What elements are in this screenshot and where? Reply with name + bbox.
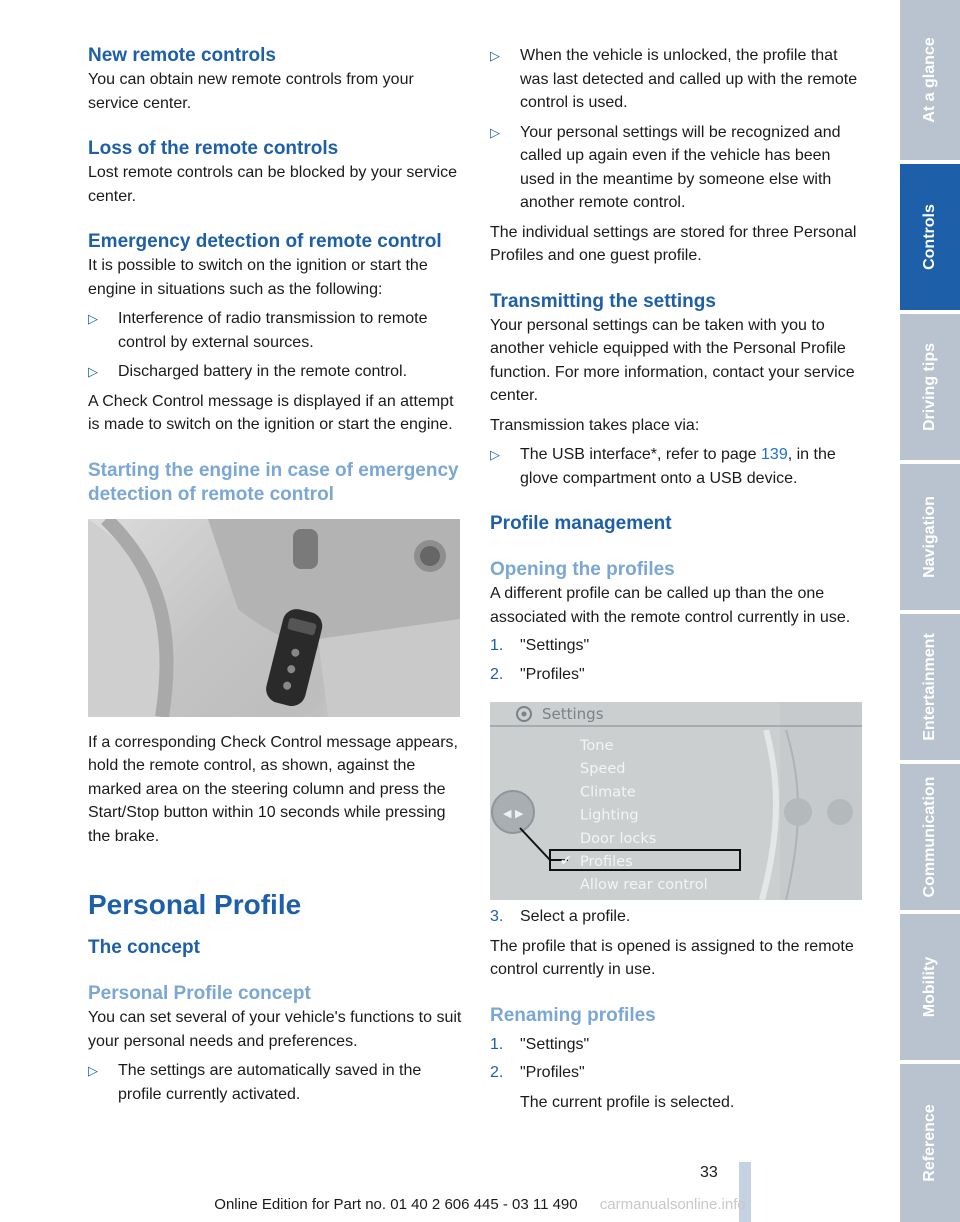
menu-item-speed[interactable]: Speed — [580, 761, 626, 778]
page-number-bar — [739, 1162, 751, 1222]
emergency-heading: Emergency detection of remote control — [88, 231, 442, 252]
tab-reference[interactable]: Reference — [900, 1064, 960, 1222]
recognized-bullet: ▷ Your personal settings will be recognized and called up again even if the vehicle has been used in the meantime by someone else with another remote control. — [490, 121, 862, 215]
renaming-step-2: 2. "Profiles" — [490, 1064, 585, 1081]
screen-title: Settings — [542, 705, 604, 723]
starting-text: If a corresponding Check Control message appears, hold the remote control, as shown, against the marked area on the steering column and press the Start/Stop button within 10 seconds while pressing the brake. — [88, 733, 458, 845]
triangle-bullet-icon: ▷ — [490, 48, 500, 63]
new-remote-text: You can obtain new remote controls from your service center. — [88, 71, 414, 112]
tab-navigation[interactable]: Navigation — [900, 464, 960, 610]
opening-step-1: 1. "Settings" — [490, 637, 590, 654]
menu-item-lighting[interactable]: Lighting — [580, 807, 639, 824]
tab-at-a-glance[interactable]: At a glance — [900, 0, 960, 160]
profile-concept-bullet: ▷ The settings are automatically saved in the profile currently activated. — [88, 1059, 462, 1106]
emergency-note: A Check Control message is displayed if an attempt is made to switch on the ignition or start the engine. — [88, 392, 454, 433]
transmission-via: Transmission takes place via: — [490, 416, 700, 434]
menu-item-climate[interactable]: Climate — [580, 784, 636, 801]
triangle-bullet-icon: ▷ — [490, 447, 500, 462]
emergency-bullet-1: ▷ Interference of radio transmission to remote control by external sources. — [88, 307, 462, 354]
steering-column-photo — [88, 519, 460, 717]
usb-bullet: ▷ The USB interface*, refer to page 139, in the glove compartment onto a USB device. — [490, 443, 862, 490]
profile-concept-subheading: Personal Profile concept — [88, 983, 311, 1004]
left-column — [88, 44, 462, 1106]
concept-heading: The concept — [88, 937, 200, 958]
personal-profile-title: Personal Profile — [88, 889, 302, 920]
loss-heading: Loss of the remote controls — [88, 138, 339, 159]
svg-text:◀ ▶: ◀ ▶ — [503, 807, 524, 820]
renaming-step-1: 1. "Settings" — [490, 1035, 590, 1053]
opening-step-2: 2. "Profiles" — [490, 665, 585, 683]
menu-item-profiles[interactable]: Profiles — [580, 854, 633, 870]
triangle-bullet-icon: ▷ — [490, 124, 500, 140]
emergency-bullet-2: ▷ Discharged battery in the remote control. — [88, 360, 462, 384]
stored-text: The individual settings are stored for three Personal Profiles and one guest profile. — [490, 223, 857, 264]
menu-item-allow-rear-control[interactable]: Allow rear control — [580, 877, 708, 894]
page-number: 33 — [700, 1164, 718, 1181]
right-column — [490, 44, 862, 1114]
renaming-heading: Renaming profiles — [490, 1004, 656, 1026]
menu-item-door-locks[interactable]: Door locks — [580, 830, 657, 847]
settings-screen — [490, 702, 862, 900]
loss-text: Lost remote controls can be blocked by your service center. — [88, 164, 458, 205]
starting-heading: Starting the engine in case of emergency detection of remote control — [88, 459, 459, 505]
tab-controls[interactable]: Controls — [900, 164, 960, 310]
check-icon: ✔ — [560, 853, 572, 869]
profile-management-heading: Profile management — [490, 513, 672, 534]
unlock-bullet: ▷ When the vehicle is unlocked, the profile that was last detected and called up with the remote control is used. — [490, 44, 862, 115]
footer-text: Online Edition for Part no. 01 40 2 606 445 - 03 11 490 — [214, 1196, 578, 1213]
tab-communication[interactable]: Communication — [900, 764, 960, 910]
renaming-note: The current profile is selected. — [520, 1093, 735, 1111]
transmitting-text: Your personal settings can be taken with you to another vehicle equipped with the Personal Profile function. For more information, contact your service center. — [490, 316, 855, 404]
transmitting-heading: Transmitting the settings — [490, 290, 716, 312]
watermark: carmanualsonline.info — [599, 1196, 746, 1213]
triangle-bullet-icon: ▷ — [88, 364, 98, 379]
tab-entertainment[interactable]: Entertainment — [900, 614, 960, 760]
vehicle-circle-icon — [827, 799, 853, 825]
triangle-bullet-icon: ▷ — [88, 311, 98, 326]
menu-item-tone[interactable]: Tone — [580, 738, 614, 754]
tab-mobility[interactable]: Mobility — [900, 914, 960, 1060]
new-remote-heading: New remote controls — [88, 45, 276, 66]
page-139-link[interactable]: 139 — [761, 446, 788, 463]
settings-circle-icon — [784, 798, 812, 826]
after-select-text: The profile that is opened is assigned to the remote control currently in use. — [490, 937, 854, 978]
emergency-intro: It is possible to switch on the ignition or start the engine in situations such as the following: — [88, 257, 428, 298]
chapter-tabs — [900, 0, 960, 1222]
profile-concept-text: You can set several of your vehicle's functions to suit your personal needs and preferences. — [88, 1009, 462, 1050]
opening-profiles-text: A different profile can be called up than the one associated with the remote control currently in use. — [490, 585, 851, 626]
settings-screen-graphic — [490, 702, 862, 900]
triangle-bullet-icon: ▷ — [88, 1063, 98, 1078]
footer-edition — [0, 1196, 960, 1213]
opening-profiles-heading: Opening the profiles — [490, 559, 675, 580]
tab-driving-tips[interactable]: Driving tips — [900, 314, 960, 460]
opening-step-3: 3. Select a profile. — [490, 908, 631, 925]
